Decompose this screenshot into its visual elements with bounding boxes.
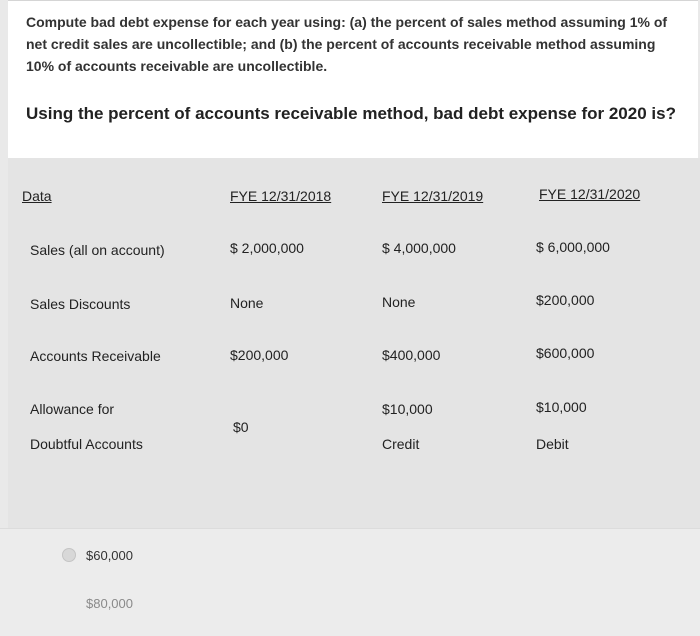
- allowance-2020-type: Debit: [536, 436, 569, 452]
- option-label-2[interactable]: $80,000: [86, 596, 133, 611]
- question-prompt: Using the percent of accounts receivable method, bad debt expense for 2020 is?: [26, 104, 676, 123]
- row-label-receivable: Accounts Receivable: [30, 348, 161, 364]
- sales-2018: $ 2,000,000: [230, 240, 304, 256]
- row-label-allowance-line2: Doubtful Accounts: [30, 436, 143, 452]
- receivable-2018: $200,000: [230, 347, 289, 363]
- header-2020: FYE 12/31/2020: [539, 186, 641, 202]
- allowance-2019-type: Credit: [382, 436, 420, 452]
- allowance-2019-amount: $10,000: [382, 401, 433, 417]
- receivable-2020: $600,000: [536, 345, 595, 361]
- header-2019: FYE 12/31/2019: [382, 188, 484, 204]
- data-table: [8, 158, 700, 528]
- answer-options: [0, 528, 700, 636]
- question-intro: Compute bad debt expense for each year using: (a) the percent of sales method assuming 1% of net credit sales are uncollectible; and (b) the percent of accounts receivable method assuming 10% of accounts receivable are uncollectible.: [26, 14, 668, 74]
- header-data: Data: [22, 188, 52, 204]
- discounts-2018: None: [230, 295, 264, 311]
- header-2018: FYE 12/31/2018: [230, 188, 332, 204]
- sales-2019: $ 4,000,000: [382, 240, 456, 256]
- allowance-2020-amount: $10,000: [536, 399, 587, 415]
- sales-2020: $ 6,000,000: [536, 239, 610, 255]
- row-label-discounts: Sales Discounts: [30, 296, 131, 312]
- allowance-2018: $0: [233, 419, 249, 435]
- option-radio-1[interactable]: [62, 548, 76, 562]
- receivable-2019: $400,000: [382, 347, 441, 363]
- row-label-sales: Sales (all on account): [30, 242, 165, 258]
- discounts-2019: None: [382, 294, 416, 310]
- discounts-2020: $200,000: [536, 292, 595, 308]
- row-label-allowance-line1: Allowance for: [30, 401, 115, 417]
- option-label-1[interactable]: $60,000: [86, 548, 133, 563]
- question-card: [8, 0, 698, 158]
